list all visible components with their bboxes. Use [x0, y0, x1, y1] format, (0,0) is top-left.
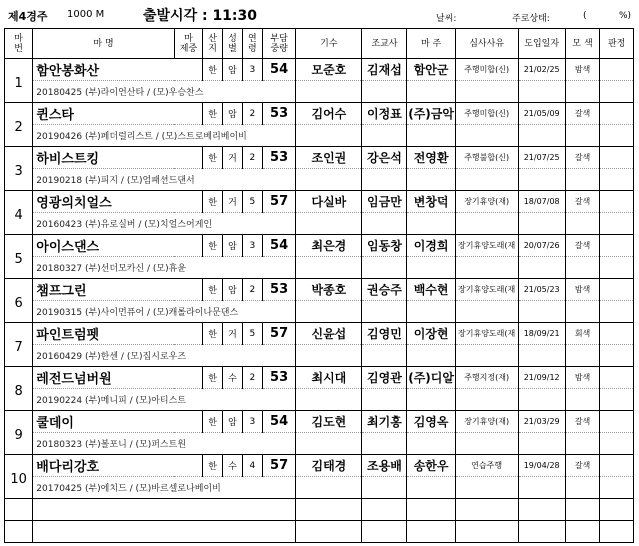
- empty-cell: [600, 213, 634, 235]
- intro-date: 21/03/29: [518, 411, 565, 433]
- trainer-name: 임동창: [362, 235, 407, 257]
- condition-reason: 주행미합(신): [455, 59, 518, 81]
- horse-number: 6: [5, 279, 33, 323]
- verdict: [600, 59, 634, 81]
- horse-sex: 거: [223, 147, 243, 169]
- empty-cell: [600, 499, 634, 521]
- horse-name: 쿨데이: [33, 411, 203, 433]
- horse-weight: 54: [262, 59, 296, 81]
- empty-cell: [455, 499, 518, 521]
- empty-cell: [600, 301, 634, 323]
- empty-cell: [565, 213, 600, 235]
- pedigree-row: [5, 81, 634, 103]
- empty-cell: [407, 257, 455, 279]
- verdict: [600, 411, 634, 433]
- horse-origin: 한: [203, 103, 223, 125]
- col-age: 연 령: [242, 29, 262, 59]
- jockey-name: 모준호: [296, 59, 362, 81]
- empty-cell: [362, 169, 407, 191]
- owner-name: 송한우: [407, 455, 455, 477]
- empty-cell: [600, 81, 634, 103]
- horse-row: [5, 411, 634, 433]
- horse-number: 1: [5, 59, 33, 103]
- horse-name: 파인트럼펫: [33, 323, 203, 345]
- empty-cell: [565, 169, 600, 191]
- horse-row: [5, 103, 634, 125]
- verdict: [600, 191, 634, 213]
- horse-row: [5, 59, 634, 81]
- condition-reason: 장기휴양(재): [455, 411, 518, 433]
- horse-age: 3: [242, 411, 262, 433]
- empty-cell: [362, 213, 407, 235]
- verdict: [600, 367, 634, 389]
- verdict: [600, 103, 634, 125]
- horse-number: 3: [5, 147, 33, 191]
- trainer-name: 김영관: [362, 367, 407, 389]
- horse-sex: 거: [223, 191, 243, 213]
- condition-reason: 주행미합(신): [455, 103, 518, 125]
- empty-cell: [362, 301, 407, 323]
- horse-weight: 57: [262, 455, 296, 477]
- track-condition-label: 주로상태:: [512, 14, 550, 24]
- empty-cell: [600, 125, 634, 147]
- verdict: [600, 279, 634, 301]
- pedigree: 20180327 (부)선더모카신 / (모)휴윤: [33, 257, 296, 279]
- horse-sex: 암: [223, 279, 243, 301]
- empty-cell: [296, 125, 362, 147]
- trainer-name: 김재섭: [362, 59, 407, 81]
- horse-row: [5, 323, 634, 345]
- empty-cell: [600, 169, 634, 191]
- pedigree-row: [5, 169, 634, 191]
- col-owner: 마 주: [407, 29, 455, 59]
- empty-cell: [407, 433, 455, 455]
- pedigree-row: [5, 477, 634, 499]
- empty-cell: [455, 81, 518, 103]
- pedigree-row: [5, 389, 634, 411]
- condition-reason: 주행지정(재): [455, 367, 518, 389]
- condition-reason: 장기휴양도래(재: [455, 323, 518, 345]
- horse-name: 레전드넘버원: [33, 367, 203, 389]
- empty-cell: [296, 433, 362, 455]
- empty-cell: [565, 433, 600, 455]
- horse-row: [5, 235, 634, 257]
- empty-cell: [296, 257, 362, 279]
- horse-name: 아이스댄스: [33, 235, 203, 257]
- horse-origin: 한: [203, 191, 223, 213]
- horse-sex: 암: [223, 103, 243, 125]
- empty-cell: [518, 389, 565, 411]
- horse-row: [5, 191, 634, 213]
- horse-sex: 거: [223, 323, 243, 345]
- horse-number: 9: [5, 411, 33, 455]
- trainer-name: 조용배: [362, 455, 407, 477]
- race-header: [0, 8, 639, 24]
- horse-weight: 57: [262, 323, 296, 345]
- empty-cell: [407, 521, 455, 543]
- coat-color: 갈색: [565, 455, 600, 477]
- intro-date: 19/04/28: [518, 455, 565, 477]
- empty-cell: [296, 389, 362, 411]
- jockey-name: 김도현: [296, 411, 362, 433]
- empty-cell: [296, 345, 362, 367]
- empty-cell: [600, 257, 634, 279]
- coat-color: 갈색: [565, 235, 600, 257]
- horse-age: 4: [242, 455, 262, 477]
- empty-cell: [296, 301, 362, 323]
- empty-cell: [407, 169, 455, 191]
- pedigree: 20180323 (부)볼포니 / (모)퍼스트원: [33, 433, 296, 455]
- empty-cell: [407, 81, 455, 103]
- verdict: [600, 455, 634, 477]
- percent-unit: %): [619, 11, 632, 21]
- coat-color: 밤색: [565, 367, 600, 389]
- pedigree: 20190218 (부)피지 / (모)엄패션드댄서: [33, 169, 296, 191]
- horse-age: 2: [242, 147, 262, 169]
- empty-cell: [565, 257, 600, 279]
- table-header-row: [5, 29, 634, 59]
- pedigree: 20190315 (부)사이먼퓨어 / (모)캐롤라이나문댄스: [33, 301, 296, 323]
- empty-cell: [296, 81, 362, 103]
- empty-cell: [407, 301, 455, 323]
- empty-cell: [33, 499, 296, 521]
- horse-origin: 한: [203, 323, 223, 345]
- pedigree: 20160423 (부)유로실버 / (모)치얼스어게인: [33, 213, 296, 235]
- empty-cell: [5, 499, 33, 521]
- race-number: 제4경주: [8, 10, 48, 23]
- empty-cell: [565, 499, 600, 521]
- trainer-name: 이정표: [362, 103, 407, 125]
- intro-date: 21/02/25: [518, 59, 565, 81]
- pedigree-row: [5, 433, 634, 455]
- intro-date: 18/07/08: [518, 191, 565, 213]
- condition-reason: 주행불합(신): [455, 147, 518, 169]
- condition-reason: 장기휴양(재): [455, 191, 518, 213]
- horse-sex: 암: [223, 235, 243, 257]
- empty-cell: [455, 169, 518, 191]
- empty-cell: [518, 81, 565, 103]
- empty-cell: [362, 257, 407, 279]
- pedigree: 20180425 (부)라이언산타 / (모)우승찬스: [33, 81, 296, 103]
- empty-cell: [362, 345, 407, 367]
- empty-cell: [518, 521, 565, 543]
- empty-cell: [565, 301, 600, 323]
- trainer-name: 강은석: [362, 147, 407, 169]
- pedigree-row: [5, 213, 634, 235]
- empty-cell: [407, 477, 455, 499]
- horse-weight: 53: [262, 147, 296, 169]
- jockey-name: 최은경: [296, 235, 362, 257]
- owner-name: 백수현: [407, 279, 455, 301]
- horse-number: 8: [5, 367, 33, 411]
- horse-origin: 한: [203, 367, 223, 389]
- empty-cell: [362, 477, 407, 499]
- jockey-name: 조인권: [296, 147, 362, 169]
- empty-cell: [455, 125, 518, 147]
- coat-color: 갈색: [565, 191, 600, 213]
- trainer-name: 임금만: [362, 191, 407, 213]
- empty-cell: [600, 477, 634, 499]
- coat-color: 갈색: [565, 411, 600, 433]
- empty-cell: [565, 345, 600, 367]
- horse-number: 4: [5, 191, 33, 235]
- race-distance: 1000 M: [67, 9, 105, 20]
- empty-cell: [455, 477, 518, 499]
- horse-name: 배다리강호: [33, 455, 203, 477]
- empty-cell: [362, 125, 407, 147]
- empty-cell: [362, 433, 407, 455]
- col-intro-date: 도입일자: [518, 29, 565, 59]
- empty-cell: [565, 521, 600, 543]
- condition-reason: 연습주행: [455, 455, 518, 477]
- horse-origin: 한: [203, 59, 223, 81]
- verdict: [600, 147, 634, 169]
- start-time: 출발시각 : 11:30: [143, 8, 258, 24]
- horse-origin: 한: [203, 455, 223, 477]
- empty-cell: [296, 213, 362, 235]
- horse-name: 하비스트킹: [33, 147, 203, 169]
- horse-weight: 53: [262, 103, 296, 125]
- col-sex: 성 별: [223, 29, 243, 59]
- jockey-name: 최시대: [296, 367, 362, 389]
- empty-cell: [455, 521, 518, 543]
- empty-cell: [5, 521, 33, 543]
- col-color: 모 색: [565, 29, 600, 59]
- empty-cell: [518, 257, 565, 279]
- horse-sex: 수: [223, 367, 243, 389]
- empty-cell: [518, 345, 565, 367]
- horse-sex: 수: [223, 455, 243, 477]
- pedigree: 20190426 (부)페더럴리스트 / (모)스트로베리베이비: [33, 125, 296, 147]
- empty-cell: [296, 169, 362, 191]
- jockey-name: 신윤섭: [296, 323, 362, 345]
- horse-age: 5: [242, 323, 262, 345]
- empty-cell: [518, 169, 565, 191]
- horse-number: 7: [5, 323, 33, 367]
- empty-cell: [455, 389, 518, 411]
- intro-date: 21/05/23: [518, 279, 565, 301]
- horse-name: 영광의치얼스: [33, 191, 203, 213]
- jockey-name: 김태경: [296, 455, 362, 477]
- horse-name: 함안봉화산: [33, 59, 203, 81]
- pedigree-row: [5, 301, 634, 323]
- horse-origin: 한: [203, 411, 223, 433]
- horse-sex: 암: [223, 59, 243, 81]
- horse-age: 2: [242, 367, 262, 389]
- empty-cell: [565, 389, 600, 411]
- col-jockey: 기수: [296, 29, 362, 59]
- empty-cell: [455, 433, 518, 455]
- empty-cell: [407, 345, 455, 367]
- col-weight: 부담 중량: [262, 29, 296, 59]
- horse-number: 2: [5, 103, 33, 147]
- empty-cell: [407, 213, 455, 235]
- empty-cell: [362, 389, 407, 411]
- empty-cell: [296, 521, 362, 543]
- pedigree-row: [5, 345, 634, 367]
- empty-cell: [600, 433, 634, 455]
- empty-cell: [565, 81, 600, 103]
- owner-name: 변창덕: [407, 191, 455, 213]
- coat-color: 갈색: [565, 103, 600, 125]
- horse-age: 3: [242, 235, 262, 257]
- horse-weight: 57: [262, 191, 296, 213]
- empty-cell: [565, 125, 600, 147]
- empty-cell: [518, 433, 565, 455]
- empty-cell: [407, 389, 455, 411]
- empty-cell: [362, 521, 407, 543]
- empty-cell: [600, 521, 634, 543]
- empty-cell: [455, 345, 518, 367]
- empty-cell: [518, 213, 565, 235]
- intro-date: 18/09/21: [518, 323, 565, 345]
- owner-name: 함안군: [407, 59, 455, 81]
- entry-table: [4, 28, 634, 543]
- horse-weight: 53: [262, 279, 296, 301]
- pedigree: 20190224 (부)메니피 / (모)아티스트: [33, 389, 296, 411]
- horse-origin: 한: [203, 147, 223, 169]
- verdict: [600, 235, 634, 257]
- pedigree: 20160429 (부)한센 / (모)집시로우즈: [33, 345, 296, 367]
- empty-cell: [296, 499, 362, 521]
- horse-age: 2: [242, 279, 262, 301]
- empty-cell: [296, 477, 362, 499]
- empty-cell: [455, 213, 518, 235]
- empty-cell: [518, 477, 565, 499]
- horse-number: 5: [5, 235, 33, 279]
- horse-row: [5, 455, 634, 477]
- col-trainer: 조교사: [362, 29, 407, 59]
- empty-cell: [455, 257, 518, 279]
- empty-cell: [407, 499, 455, 521]
- empty-cell: [407, 125, 455, 147]
- empty-cell: [33, 521, 296, 543]
- empty-cell: [455, 301, 518, 323]
- condition-reason: 장기휴양도래(재: [455, 235, 518, 257]
- empty-cell: [518, 125, 565, 147]
- horse-age: 5: [242, 191, 262, 213]
- coat-color: 밤색: [565, 59, 600, 81]
- jockey-name: 다실바: [296, 191, 362, 213]
- empty-cell: [362, 499, 407, 521]
- empty-cell: [518, 499, 565, 521]
- horse-name: 챔프그린: [33, 279, 203, 301]
- horse-age: 3: [242, 59, 262, 81]
- intro-date: 21/09/12: [518, 367, 565, 389]
- empty-cell: [518, 301, 565, 323]
- intro-date: 21/05/09: [518, 103, 565, 125]
- intro-date: 21/07/25: [518, 147, 565, 169]
- empty-cell: [565, 477, 600, 499]
- owner-name: 김영옥: [407, 411, 455, 433]
- paren-open: (: [583, 11, 587, 21]
- empty-cell: [600, 389, 634, 411]
- col-verdict: 판정: [600, 29, 634, 59]
- horse-weight: 54: [262, 235, 296, 257]
- empty-cell: [600, 345, 634, 367]
- col-horse: 마 명: [33, 29, 175, 59]
- horse-age: 2: [242, 103, 262, 125]
- owner-name: 이경희: [407, 235, 455, 257]
- empty-cell: [362, 81, 407, 103]
- horse-name: 퀸스타: [33, 103, 203, 125]
- trainer-name: 김영민: [362, 323, 407, 345]
- col-condition: 심사사유: [455, 29, 518, 59]
- jockey-name: 박종호: [296, 279, 362, 301]
- horse-number: 10: [5, 455, 33, 499]
- owner-name: (주)디알: [407, 367, 455, 389]
- pedigree-row: [5, 125, 634, 147]
- owner-name: (주)금악: [407, 103, 455, 125]
- horse-sex: 암: [223, 411, 243, 433]
- weather-label: 날씨:: [436, 14, 457, 24]
- empty-row: [5, 521, 634, 543]
- coat-color: 회색: [565, 323, 600, 345]
- coat-color: 갈색: [565, 147, 600, 169]
- empty-row: [5, 499, 634, 521]
- pedigree: 20170425 (부)에치드 / (모)바르셀로나베이비: [33, 477, 296, 499]
- coat-color: 밤색: [565, 279, 600, 301]
- verdict: [600, 323, 634, 345]
- horse-weight: 54: [262, 411, 296, 433]
- jockey-name: 김어수: [296, 103, 362, 125]
- horse-origin: 한: [203, 235, 223, 257]
- intro-date: 20/07/26: [518, 235, 565, 257]
- horse-row: [5, 147, 634, 169]
- horse-weight: 53: [262, 367, 296, 389]
- horse-origin: 한: [203, 279, 223, 301]
- owner-name: 전영환: [407, 147, 455, 169]
- trainer-name: 최기홍: [362, 411, 407, 433]
- owner-name: 이장현: [407, 323, 455, 345]
- col-origin-sub: 마 제중: [174, 29, 202, 59]
- horse-row: [5, 279, 634, 301]
- col-no: 마 번: [5, 29, 33, 59]
- horse-row: [5, 367, 634, 389]
- trainer-name: 권승주: [362, 279, 407, 301]
- condition-reason: 장기휴양도래(재: [455, 279, 518, 301]
- pedigree-row: [5, 257, 634, 279]
- col-origin: 산 지: [203, 29, 223, 59]
